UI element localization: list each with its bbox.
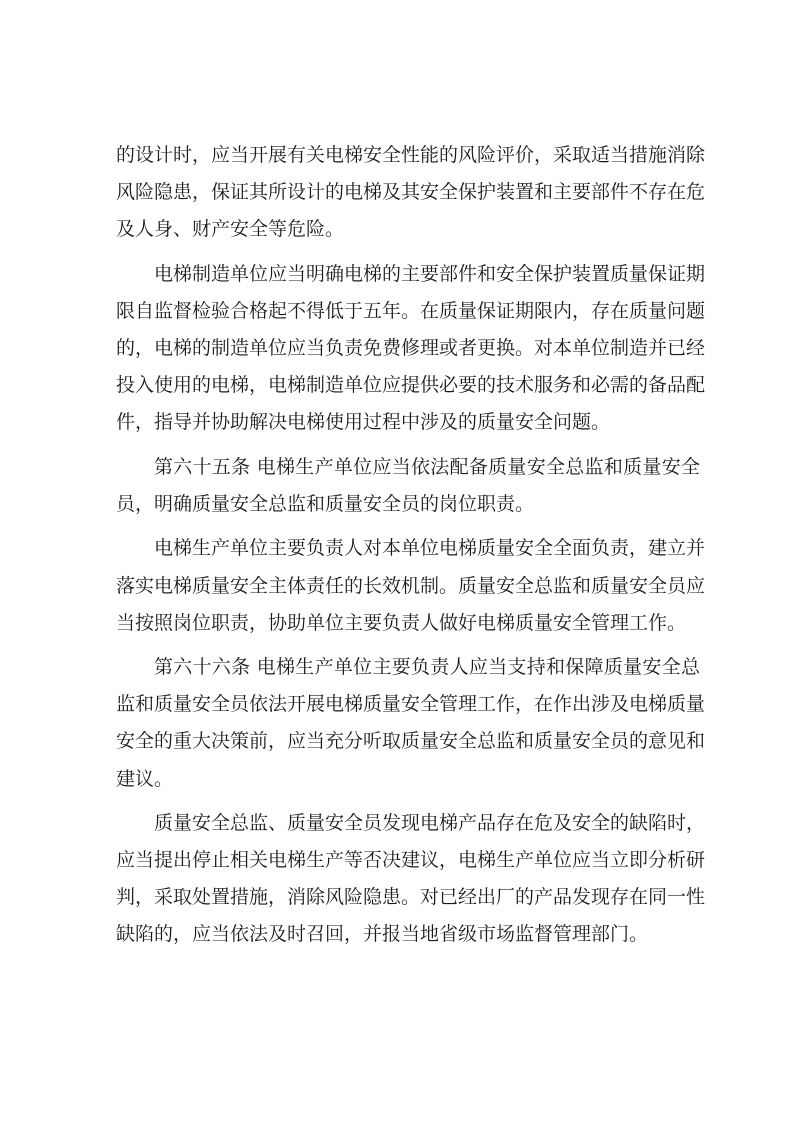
text-line: 员，明确质量安全总监和质量安全员的岗位职责。 xyxy=(116,492,535,515)
text-line: 投入使用的电梯，电梯制造单位应提供必要的技术服务和必需的备品配 xyxy=(116,374,706,397)
text-line: 落实电梯质量安全主体责任的长效机制。质量安全总监和质量安全员应 xyxy=(116,574,706,597)
text-line: 第六十五条 电梯生产单位应当依法配备质量安全总监和质量安全 xyxy=(154,455,700,478)
text-line: 的设计时，应当开展有关电梯安全性能的风险评价，采取适当措施消除 xyxy=(116,144,706,166)
paragraph-p2 xyxy=(116,256,706,441)
text-line: 判，采取处置措施，消除风险隐患。对已经出厂的产品发现存在同一性 xyxy=(116,886,706,909)
text-line: 电梯生产单位主要负责人对本单位电梯质量安全全面负责，建立并 xyxy=(154,537,706,560)
paragraph-p5 xyxy=(116,649,706,797)
document-body xyxy=(116,137,706,953)
paragraph-p3 xyxy=(116,449,700,523)
paragraph-p6 xyxy=(116,805,706,953)
text-line: 质量安全总监、质量安全员发现电梯产品存在危及安全的缺陷时， xyxy=(154,812,706,835)
text-line: 当按照岗位职责，协助单位主要负责人做好电梯质量安全管理工作。 xyxy=(116,611,687,634)
paragraph-p1 xyxy=(116,137,706,248)
text-line: 及人身、财产安全等危险。 xyxy=(116,218,345,241)
text-line: 第六十六条 电梯生产单位主要负责人应当支持和保障质量安全总 xyxy=(154,656,700,679)
text-line: 电梯制造单位应当明确电梯的主要部件和安全保护装置质量保证期 xyxy=(154,262,706,285)
text-line: 建议。 xyxy=(116,767,174,790)
text-line: 监和质量安全员依法开展电梯质量安全管理工作，在作出涉及电梯质量 xyxy=(116,693,706,716)
text-line: 的，电梯的制造单位应当负责免费修理或者更换。对本单位制造并已经 xyxy=(116,336,706,359)
text-line: 风险隐患，保证其所设计的电梯及其安全保护装置和主要部件不存在危 xyxy=(116,181,706,204)
text-line: 应当提出停止相关电梯生产等否决建议，电梯生产单位应当立即分析研 xyxy=(116,849,706,872)
text-line: 件，指导并协助解决电梯使用过程中涉及的质量安全问题。 xyxy=(116,411,611,434)
paragraph-p4 xyxy=(116,530,706,641)
text-line: 安全的重大决策前，应当充分听取质量安全总监和质量安全员的意见和 xyxy=(116,730,706,753)
text-line: 限自监督检验合格起不得低于五年。在质量保证期限内，存在质量问题 xyxy=(116,299,706,322)
text-line: 缺陷的，应当依法及时召回，并报当地省级市场监督管理部门。 xyxy=(116,923,649,946)
